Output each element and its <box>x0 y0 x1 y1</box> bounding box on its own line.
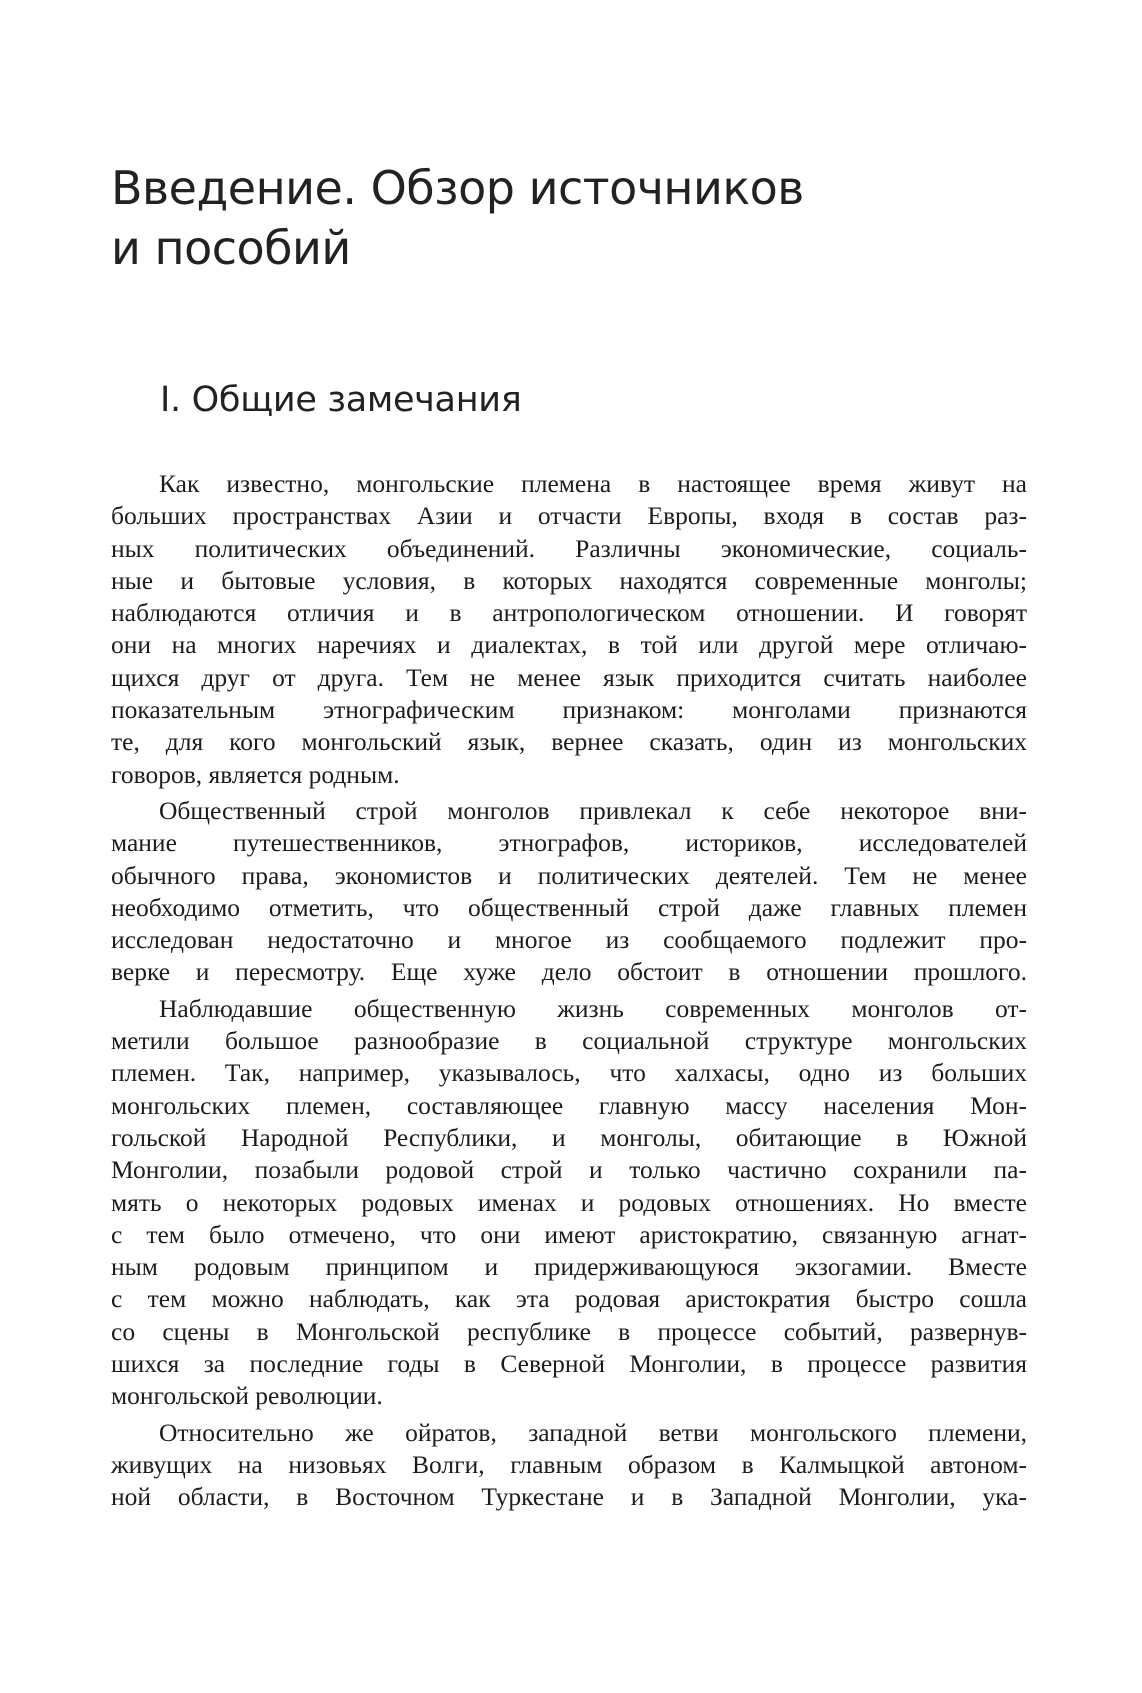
text-line: метили большое разнообразие в социальной структуре монгольских <box>111 1026 1027 1056</box>
text-line: шихся за последние годы в Северной Монголии, в процессе развития <box>111 1349 1027 1379</box>
text-line: Общественный строй монголов привлекал к себе некоторое вни- <box>159 795 1027 825</box>
text-line: со сцены в Монгольской республике в процессе событий, развернув- <box>111 1316 1027 1346</box>
text-line: ной области, в Восточном Туркестане и в Западной Монголии, ука- <box>111 1482 1027 1512</box>
text-line: племен. Так, например, указывалось, что халхасы, одно из больших <box>111 1058 1027 1088</box>
text-line: монгольской революции. <box>111 1381 383 1411</box>
text-line: показательным этнографическим признаком: монголами признаются <box>111 695 1027 725</box>
text-line: ным родовым принципом и придерживающуюся экзогамии. Вместе <box>111 1252 1027 1282</box>
text-line: говоров, является родным. <box>111 759 400 789</box>
text-line: необходимо отметить, что общественный строй даже главных племен <box>111 892 1027 922</box>
text-line: щихся друг от друга. Тем не менее язык приходится считать наиболее <box>111 662 1027 692</box>
text-line: мание путешественников, этнографов, историков, исследователей <box>111 828 1027 858</box>
chapter-title-line: Введение. Обзор источников <box>111 161 804 215</box>
paragraph <box>111 993 1027 1413</box>
paragraph <box>111 1417 1027 1514</box>
chapter-title <box>111 158 1051 278</box>
body-text <box>111 468 1027 1514</box>
text-line: ных политических объединений. Различны экономические, социаль- <box>111 533 1027 563</box>
text-line: гольской Народной Республики, и монголы, обитающие в Южной <box>111 1122 1027 1152</box>
text-line: монгольских племен, составляющее главную массу населения Мон- <box>111 1090 1027 1120</box>
text-line: Как известно, монгольские племена в настоящее время живут на <box>159 469 1027 498</box>
text-line: мять о некоторых родовых именах и родовых отношениях. Но вместе <box>111 1187 1027 1217</box>
section-title: I. Общие замечания <box>160 380 522 420</box>
paragraph <box>111 468 1027 791</box>
text-line: с тем можно наблюдать, как эта родовая аристократия быстро сошла <box>111 1284 1027 1314</box>
text-line: те, для кого монгольский язык, вернее сказать, один из монгольских <box>111 727 1027 757</box>
text-line: больших пространствах Азии и отчасти Европы, входя в состав раз- <box>111 501 1027 531</box>
text-line: наблюдаются отличия и в антропологическом отношении. И говорят <box>111 598 1027 628</box>
text-line: с тем было отмечено, что они имеют аристократию, связанную агнат- <box>111 1219 1027 1249</box>
text-line: Монголии, позабыли родовой строй и только частично сохранили па- <box>111 1155 1027 1185</box>
text-line: верке и пересмотру. Еще хуже дело обстоит в отношении прошлого. <box>111 957 1027 987</box>
text-line: они на многих наречиях и диалектах, в той или другой мере отличаю- <box>111 630 1027 660</box>
text-line: исследован недостаточно и многое из сообщаемого подлежит про- <box>111 925 1027 955</box>
text-line: живущих на низовьях Волги, главным образом в Калмыцкой автоном- <box>111 1449 1027 1479</box>
text-line: Относительно же ойратов, западной ветви монгольского племени, <box>159 1417 1027 1447</box>
text-line: обычного права, экономистов и политических деятелей. Тем не менее <box>111 860 1027 890</box>
text-line: ные и бытовые условия, в которых находятся современные монголы; <box>111 565 1027 595</box>
paragraph <box>111 795 1027 989</box>
chapter-title-line: и пособий <box>111 221 351 275</box>
text-line: Наблюдавшие общественную жизнь современных монголов от- <box>159 993 1027 1023</box>
